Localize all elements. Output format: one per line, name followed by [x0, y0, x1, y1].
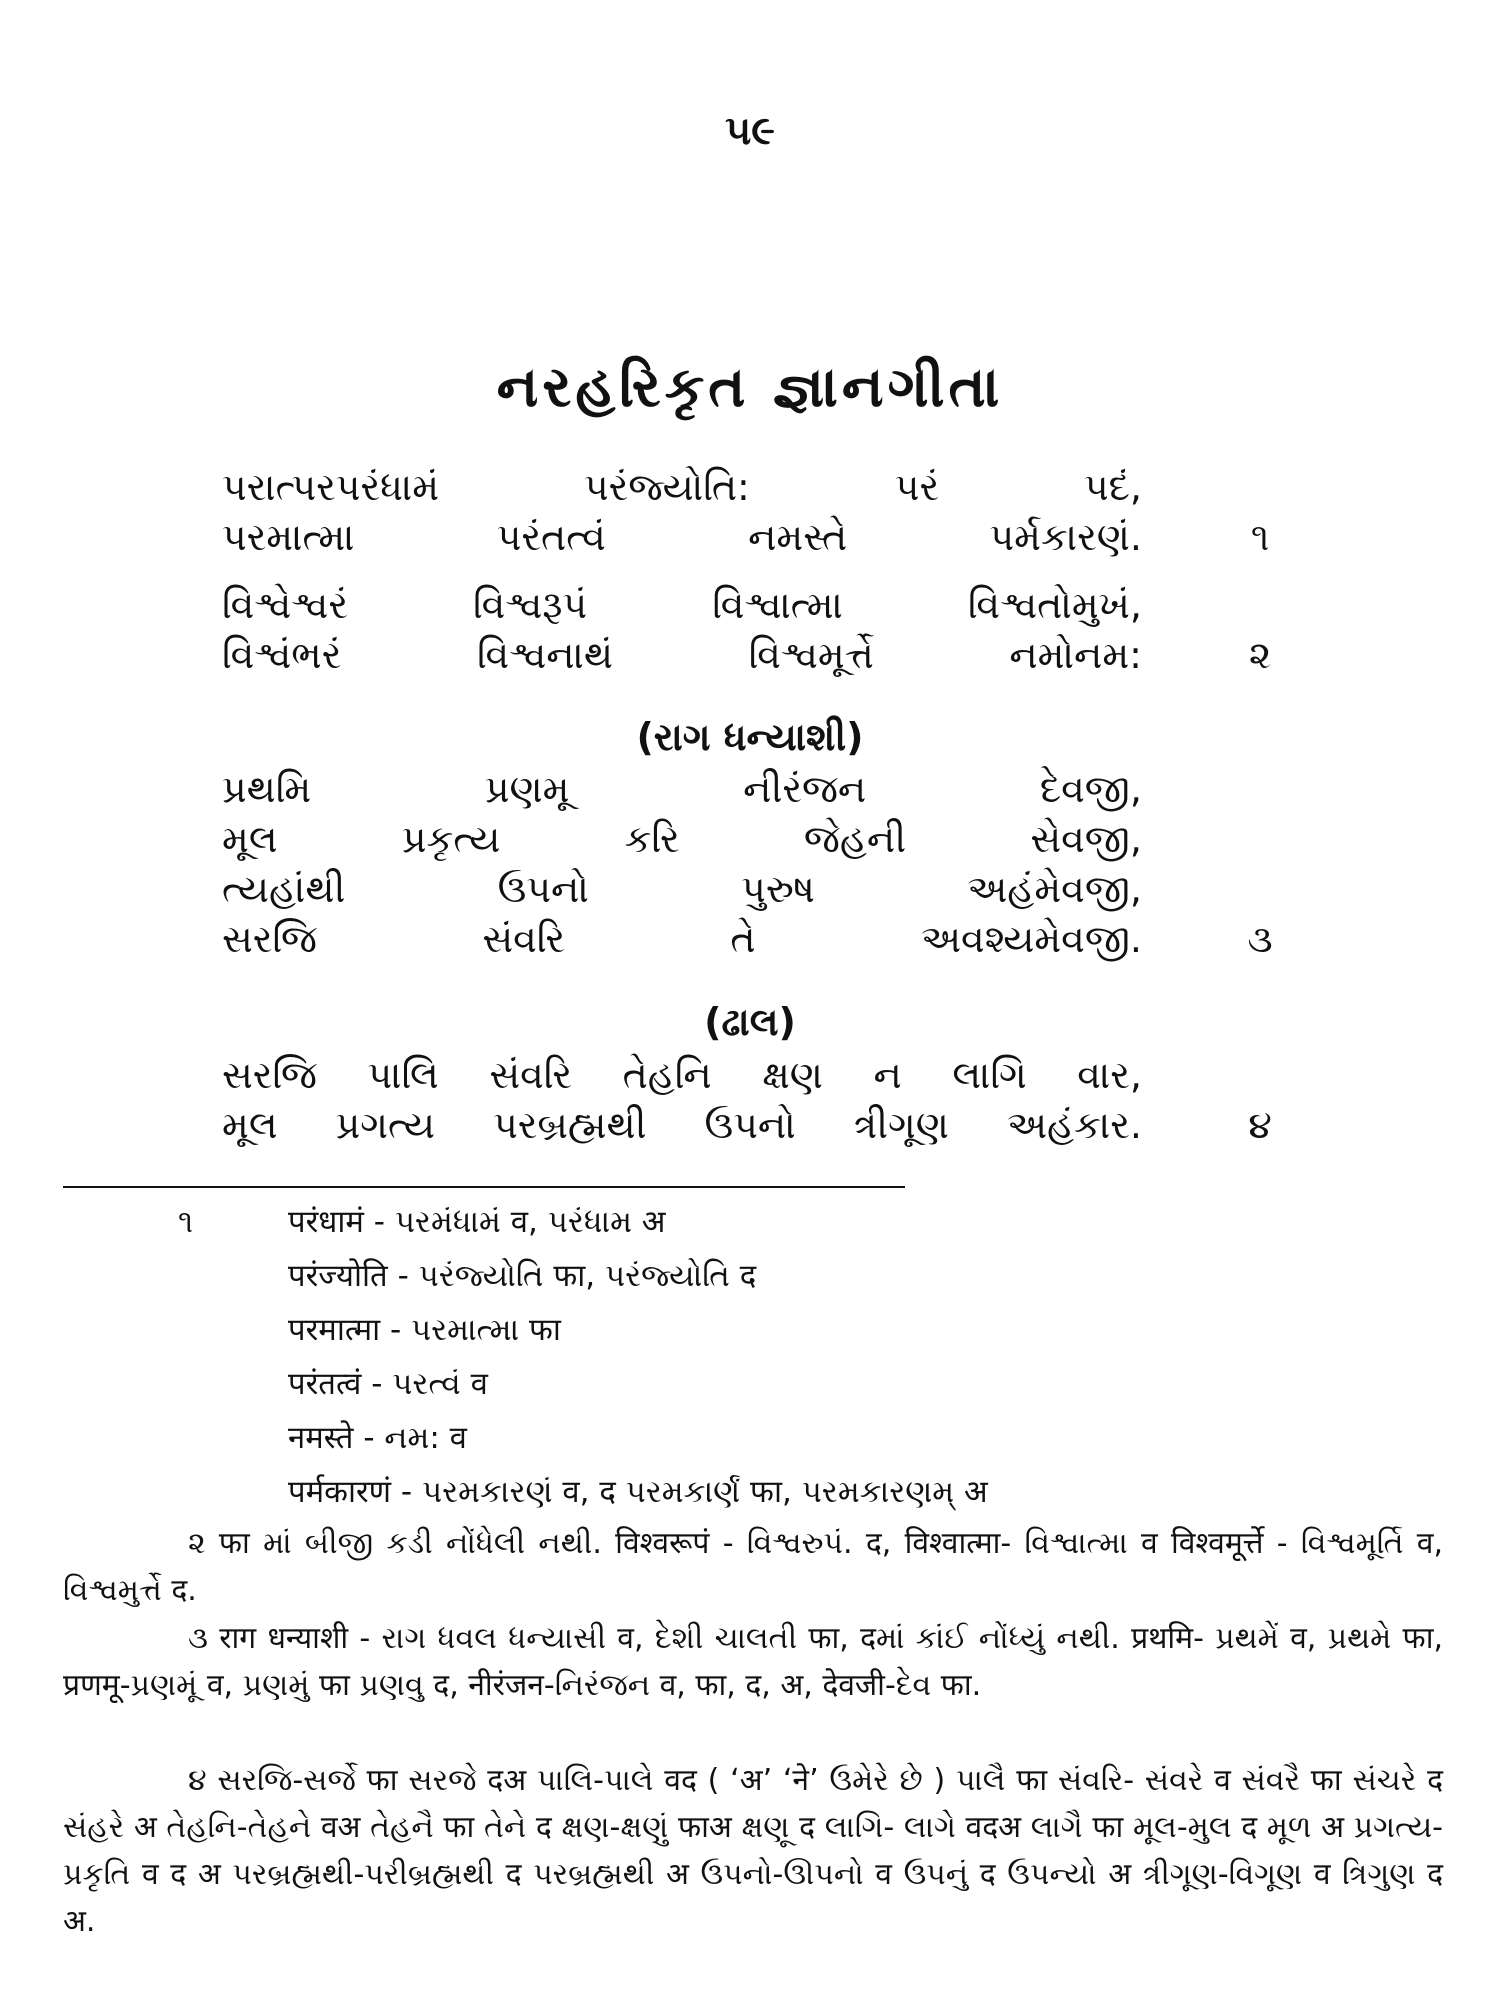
poem-title: નરહરિકૃત જ્ઞાનગીતા — [496, 355, 1004, 420]
footnote-number: ૧ — [178, 1204, 194, 1240]
verse-word: પરાત્પરપરંધામં — [222, 465, 440, 509]
verse-line — [222, 462, 1142, 512]
verse-line — [222, 580, 1142, 630]
verse-word: વિશ્વનાથં — [476, 633, 614, 677]
page-number: ૫૯ — [725, 108, 775, 154]
footnote-paragraph: ૪ સરજિ-સર્જે फा સરજે दअ પાલિ-પાલે वद ( ‘अ’ ‘ने’ ઉમેરે છે ) પાલૈ फा સંવરિ- સંવરે व સંવરૈ फा સંચરે द સંહરે अ તેહનિ-તેહને वअ તેહનૈ फा તેને द ક્ષણ-ક્ષણું फाअ ક્ષણૂ द લાગિ- લાગે वदअ લાગૈ फा મૂલ-મુલ द મૂળ अ પ્રગત્ય-પ્રકૃતિ व द अ પરબ્રહ્મથી-પરીબ્રહ્મથી द પરબ્રહ્મથી अ ઉપનો-ઊપનો व ઉપનું द ઉપન્યો अ ત્રીગૂણ-વિગૂણ व ત્રિગુણ द अ. — [63, 1763, 1443, 1939]
verse-line — [222, 1100, 1142, 1150]
verse-word: ઉપનો — [497, 867, 589, 911]
footnote-entry: परंतत्वं - પરત્વં व — [288, 1366, 488, 1402]
verse-word: સંવરિ — [489, 1053, 573, 1097]
verse-word: અહંકાર. — [1006, 1103, 1142, 1147]
raag-heading: (રાગ ધન્યાશી) — [636, 715, 864, 759]
verse-word: વિશ્વતોમુખં, — [967, 583, 1142, 627]
verse-line — [222, 512, 1142, 562]
verse-number: ૨ — [1248, 633, 1272, 677]
verse-word: તે — [730, 917, 756, 961]
verse-word: નમોનમ: — [1009, 633, 1142, 677]
verse-number: ૧ — [1250, 515, 1270, 559]
verse-word: પ્રથમિ — [222, 767, 312, 811]
verse-word: વિશ્વાત્મા — [712, 583, 843, 627]
verse-word: ત્યહાંથી — [222, 867, 346, 911]
verse-word: સેવજી, — [1030, 817, 1142, 861]
verse-word: જેહની — [803, 817, 907, 861]
footnote-rule — [63, 1186, 905, 1188]
footnote-entry: परंज्योति - પરંજ્યોતિ फा, પરંજ્યોતિ द — [288, 1258, 757, 1294]
footnote-paragraph: ૨ फा માં બીજી કડી નોંધેલી નથી. विश्वरूपं - વિશ્વરુપં. द, विश्वात्मा- વિશ્વાત્મા व विश्वमूर्त्ते - વિશ્વમૂર્તિ व, વિશ્વમુર્ત્તે द. — [63, 1526, 1443, 1608]
verse-word: ત્રીગૂણ — [853, 1103, 949, 1147]
verse-line — [222, 764, 1142, 814]
verse-word: ઉપનો — [704, 1103, 796, 1147]
verse-line — [222, 914, 1142, 964]
verse-word: નમસ્તે — [748, 515, 848, 559]
verse-word: કરિ — [624, 817, 680, 861]
verse-number: ૩ — [1247, 917, 1273, 961]
verse-word: વાર, — [1077, 1053, 1142, 1097]
verse-word: પુરુષ — [741, 867, 815, 911]
verse-word: પદં, — [1084, 465, 1142, 509]
verse-word: સરજિ — [222, 1053, 317, 1097]
verse-word: વિશ્વરૂપં — [473, 583, 588, 627]
verse-word: પર્મકારણં. — [989, 515, 1142, 559]
verse-word: ક્ષણ — [762, 1053, 823, 1097]
verse-word: પાલિ — [367, 1053, 439, 1097]
verse-word: પરંજ્યોતિ: — [583, 465, 750, 509]
verse-number: ૪ — [1248, 1103, 1272, 1147]
verse-word: દેવજી, — [1039, 767, 1142, 811]
verse-line — [222, 1050, 1142, 1100]
verse-word: ન — [873, 1053, 902, 1097]
footnote-paragraph: ૩ राग धन्याशी - રાગ ધવલ ધન્યાસી व, દેશી ચાલતી फा, दમાં કાંઈ નોંધ્યું નથી. प्रथमि- પ્રથમેં व, પ્રથમે फा, प्रणमू-પ્રણમૂં व, પ્રણમું फा પ્રણવુ द, नीरंजन-નિરંજન व, फा, द, अ, देवजी-દેવ फा. — [63, 1621, 1443, 1703]
verse-word: સરજિ — [222, 917, 317, 961]
verse-word: પરમાત્મા — [222, 515, 355, 559]
verse-word: સંવરિ — [482, 917, 566, 961]
footnote-entry: परंधामं - પરમંધામં व, પરંધામ अ — [288, 1204, 666, 1240]
footnote-entry: नमस्ते - નમ: व — [288, 1420, 467, 1456]
verse-word: મૂલ — [222, 1103, 278, 1147]
verse-word: લાગિ — [952, 1053, 1027, 1097]
verse-word: વિશ્વમૂર્ત્તે — [748, 633, 874, 677]
dhaal-heading: (ઢાલ) — [704, 1000, 796, 1044]
footnote-entry: परमात्मा - પરમાત્મા फा — [288, 1312, 561, 1348]
verse-word: વિશ્વંભરં — [222, 633, 342, 677]
verse-word: પ્રકૃત્ય — [401, 817, 501, 861]
verse-word: મૂલ — [222, 817, 278, 861]
verse-line — [222, 864, 1142, 914]
verse-word: પ્રણમૂ — [484, 767, 570, 811]
footnote-entry: पर्मकारणं - પરમકારણં व, द પરમકાર્ણં फा, પરમકારણમ્ अ — [288, 1474, 988, 1510]
verse-word: અવશ્યમેવજી. — [920, 917, 1142, 961]
verse-word: નીરંજન — [743, 767, 867, 811]
verse-word: તેહનિ — [622, 1053, 712, 1097]
verse-line — [222, 630, 1142, 680]
verse-word: અહંમેવજી, — [967, 867, 1142, 911]
verse-word: પરબ્રહ્મથી — [493, 1103, 647, 1147]
verse-word: વિશ્વેશ્વરં — [222, 583, 349, 627]
verse-word: પ્રગત્ય — [335, 1103, 436, 1147]
verse-line — [222, 814, 1142, 864]
verse-word: પરંતત્વં — [496, 515, 606, 559]
verse-word: પરં — [894, 465, 940, 509]
